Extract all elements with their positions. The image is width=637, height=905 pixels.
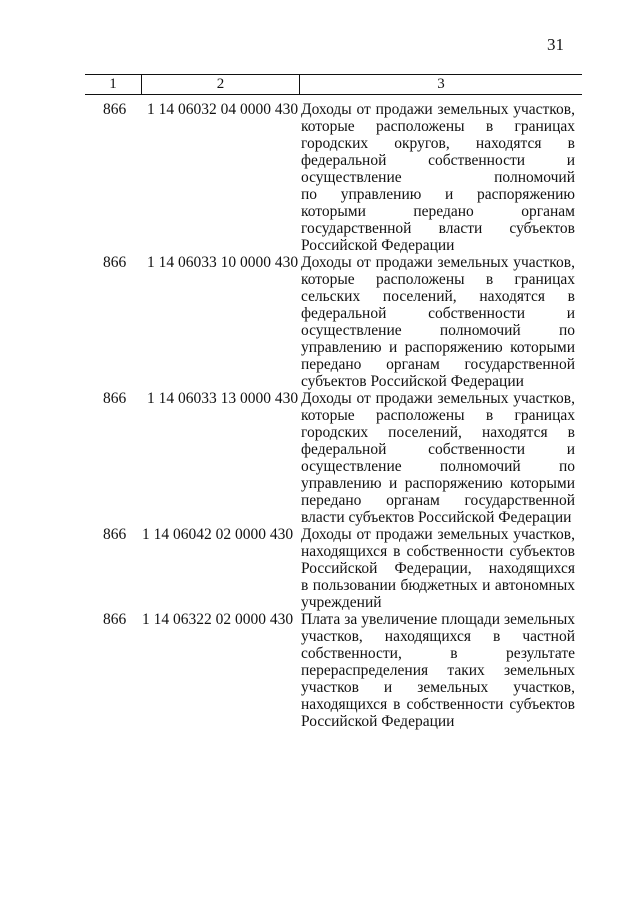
description-line: перераспределения таких земельных (301, 662, 575, 679)
description-line: осуществление полномочий по (301, 458, 575, 475)
description-line: Доходы от продажи земельных участков, (301, 101, 575, 118)
table-body (0, 101, 637, 730)
header-col-2: 2 (142, 75, 300, 94)
description-line: по управлению и распоряжению (301, 186, 575, 203)
description-line: находящихся в собственности субъектов (301, 543, 575, 560)
kbk-code-cell: 1 14 06032 04 0000 430 (147, 101, 299, 118)
table-row (0, 526, 637, 611)
description-line: Российской Федерации, находящихся (301, 560, 575, 577)
description-line: участков, находящихся в частной (301, 628, 575, 645)
description-line: власти субъектов Российской Федерации (301, 509, 572, 526)
admin-code-cell: 866 (103, 611, 127, 628)
kbk-code-cell: 1 14 06033 10 0000 430 (147, 254, 299, 271)
description-line: которыми передано органам (301, 203, 575, 220)
admin-code-cell: 866 (103, 101, 127, 118)
description-line: Доходы от продажи земельных участков, (301, 526, 575, 543)
kbk-code-cell: 1 14 06042 02 0000 430 (142, 526, 294, 543)
description-line: федеральной собственности и (301, 441, 575, 458)
description-line: управлению и распоряжению которыми (301, 475, 575, 492)
kbk-code-cell: 1 14 06033 13 0000 430 (147, 390, 299, 407)
table-row (0, 254, 637, 390)
description-line: которые расположены в границах (301, 407, 575, 424)
description-line: собственности, в результате (301, 645, 575, 662)
description-line: находящихся в собственности субъектов (301, 696, 575, 713)
description-line: федеральной собственности и (301, 305, 575, 322)
table-row (0, 390, 637, 526)
description-cell (301, 611, 575, 730)
description-line: городских округов, находятся в (301, 135, 575, 152)
description-line: Доходы от продажи земельных участков, (301, 390, 575, 407)
description-line: сельских поселений, находятся в (301, 288, 575, 305)
admin-code-cell: 866 (103, 526, 127, 543)
description-cell (301, 526, 575, 611)
description-line: Российской Федерации (301, 237, 455, 254)
description-line: Плата за увеличение площади земельных (301, 611, 575, 628)
description-line: которые расположены в границах (301, 118, 575, 135)
description-cell (301, 101, 575, 254)
header-col-3: 3 (437, 76, 445, 92)
description-cell (301, 254, 575, 390)
description-line: учреждений (301, 594, 382, 611)
description-line: осуществление полномочий по (301, 322, 575, 339)
description-line: городских поселений, находятся в (301, 424, 575, 441)
description-line: Российской Федерации (301, 713, 455, 730)
header-col-1: 1 (85, 75, 142, 94)
description-line: управлению и распоряжению которыми (301, 339, 575, 356)
table-header (85, 74, 582, 95)
admin-code-cell: 866 (103, 390, 127, 407)
admin-code-cell: 866 (103, 254, 127, 271)
description-line: государственной власти субъектов (301, 220, 575, 237)
description-line: осуществление полномочий (301, 169, 575, 186)
table-row (0, 101, 637, 254)
description-line: передано органам государственной (301, 356, 575, 373)
description-line: которые расположены в границах (301, 271, 575, 288)
description-line: субъектов Российской Федерации (301, 373, 524, 390)
kbk-code-cell: 1 14 06322 02 0000 430 (142, 611, 294, 628)
description-line: участков и земельных участков, (301, 679, 575, 696)
description-line: передано органам государственной (301, 492, 575, 509)
description-cell (301, 390, 575, 526)
description-line: Доходы от продажи земельных участков, (301, 254, 575, 271)
page-number: 31 (547, 35, 564, 54)
table-row (0, 611, 637, 730)
description-line: в пользовании бюджетных и автономных (301, 577, 575, 594)
description-line: федеральной собственности и (301, 152, 575, 169)
